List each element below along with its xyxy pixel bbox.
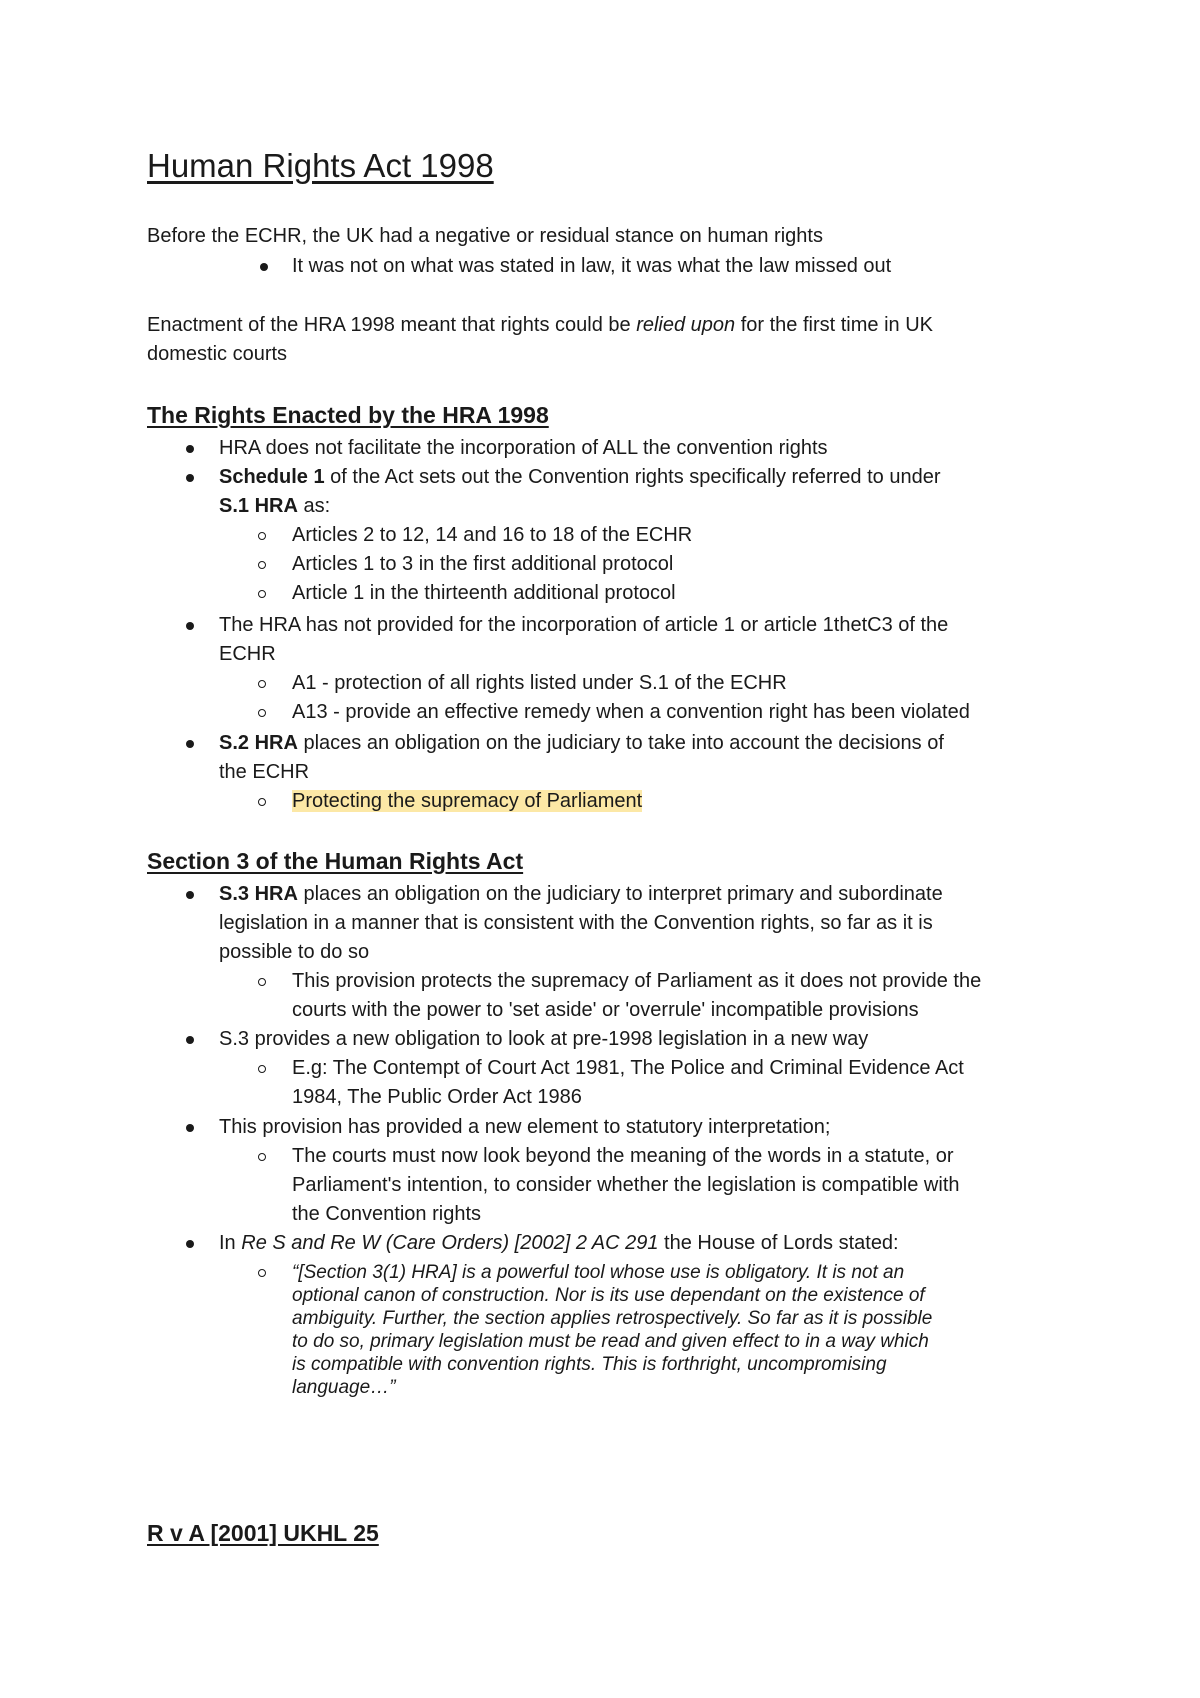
sub-bullet-icon bbox=[258, 561, 266, 569]
quote-line: optional canon of construction. Nor is its use dependant on the existence of bbox=[292, 1285, 925, 1306]
section-heading-r-v-a: R v A [2001] UKHL 25 bbox=[147, 1520, 379, 1546]
intro-bullet: It was not on what was stated in law, it was what the law missed out bbox=[292, 255, 892, 277]
sub-bullet-icon bbox=[258, 709, 266, 717]
highlighted-sub-item: Protecting the supremacy of Parliament bbox=[292, 790, 643, 812]
sub-list-item: Articles 2 to 12, 14 and 16 to 18 of the ECHR bbox=[292, 524, 693, 546]
bullet-icon bbox=[186, 1036, 194, 1044]
list-item-continuation: S.1 HRA as: bbox=[219, 495, 331, 517]
page-title: Human Rights Act 1998 bbox=[147, 147, 494, 184]
sub-bullet-icon bbox=[258, 1065, 266, 1073]
list-item: In Re S and Re W (Care Orders) [2002] 2 AC 291 the House of Lords stated: bbox=[219, 1232, 899, 1254]
bullet-icon bbox=[186, 740, 194, 748]
section-heading-section3: Section 3 of the Human Rights Act bbox=[147, 848, 524, 874]
sub-list-item: This provision protects the supremacy of Parliament as it does not provide the bbox=[292, 970, 982, 992]
intro-paragraph-2-line2: domestic courts bbox=[147, 343, 288, 365]
quote-line: language…” bbox=[292, 1377, 396, 1398]
sub-list-item: Article 1 in the thirteenth additional protocol bbox=[292, 582, 676, 604]
quote-line: is compatible with convention rights. This is forthright, uncompromising bbox=[292, 1354, 887, 1375]
sub-bullet-icon bbox=[258, 1153, 266, 1161]
sub-list-item-continuation: the Convention rights bbox=[292, 1203, 482, 1225]
quote-line: to do so, primary legislation must be read and given effect to in a way which bbox=[292, 1331, 929, 1352]
sub-list-item: The courts must now look beyond the meaning of the words in a statute, or bbox=[292, 1145, 954, 1167]
sub-bullet-icon bbox=[258, 532, 266, 540]
sub-list-item: A13 - provide an effective remedy when a convention right has been violated bbox=[292, 701, 970, 723]
list-item: The HRA has not provided for the incorporation of article 1 or article 1thetC3 of the bbox=[219, 614, 949, 636]
bullet-icon bbox=[186, 1240, 194, 1248]
sub-bullet-icon bbox=[258, 978, 266, 986]
list-item-continuation: the ECHR bbox=[219, 761, 310, 783]
bullet-icon bbox=[260, 263, 268, 271]
sub-list-item-continuation: Parliament's intention, to consider whether the legislation is compatible with bbox=[292, 1174, 960, 1196]
sub-bullet-icon bbox=[258, 590, 266, 598]
list-item-continuation: legislation in a manner that is consistent with the Convention rights, so far as it is bbox=[219, 912, 933, 934]
bullet-icon bbox=[186, 445, 194, 453]
bullet-icon bbox=[186, 622, 194, 630]
sub-list-item-continuation: courts with the power to 'set aside' or 'overrule' incompatible provisions bbox=[292, 999, 919, 1021]
section-heading-rights: The Rights Enacted by the HRA 1998 bbox=[147, 402, 549, 428]
quote-line: ambiguity. Further, the section applies retrospectively. So far as it is possible bbox=[292, 1308, 933, 1329]
list-item: Schedule 1 of the Act sets out the Convention rights specifically referred to under bbox=[219, 466, 941, 488]
list-item-continuation: ECHR bbox=[219, 643, 276, 665]
list-item-continuation: possible to do so bbox=[219, 941, 370, 963]
list-item: S.2 HRA places an obligation on the judiciary to take into account the decisions of bbox=[219, 732, 944, 754]
sub-list-item: A1 - protection of all rights listed under S.1 of the ECHR bbox=[292, 672, 787, 694]
quote-line: “[Section 3(1) HRA] is a powerful tool whose use is obligatory. It is not an bbox=[292, 1262, 905, 1283]
list-item: HRA does not facilitate the incorporation of ALL the convention rights bbox=[219, 437, 828, 459]
sub-list-item: Articles 1 to 3 in the first additional protocol bbox=[292, 553, 674, 575]
list-item: S.3 provides a new obligation to look at pre-1998 legislation in a new way bbox=[219, 1028, 869, 1050]
intro-paragraph: Before the ECHR, the UK had a negative or residual stance on human rights bbox=[147, 225, 823, 247]
sub-bullet-icon bbox=[258, 798, 266, 806]
bullet-icon bbox=[186, 1124, 194, 1132]
sub-list-item-continuation: 1984, The Public Order Act 1986 bbox=[292, 1086, 582, 1108]
sub-bullet-icon bbox=[258, 680, 266, 688]
intro-paragraph-2: Enactment of the HRA 1998 meant that rights could be relied upon for the first time in UK bbox=[147, 314, 933, 336]
bullet-icon bbox=[186, 474, 194, 482]
list-item: This provision has provided a new element to statutory interpretation; bbox=[219, 1116, 831, 1138]
list-item: S.3 HRA places an obligation on the judiciary to interpret primary and subordinate bbox=[219, 883, 943, 905]
bullet-icon bbox=[186, 891, 194, 899]
sub-list-item: E.g: The Contempt of Court Act 1981, The Police and Criminal Evidence Act bbox=[292, 1057, 964, 1079]
sub-bullet-icon bbox=[258, 1269, 266, 1277]
